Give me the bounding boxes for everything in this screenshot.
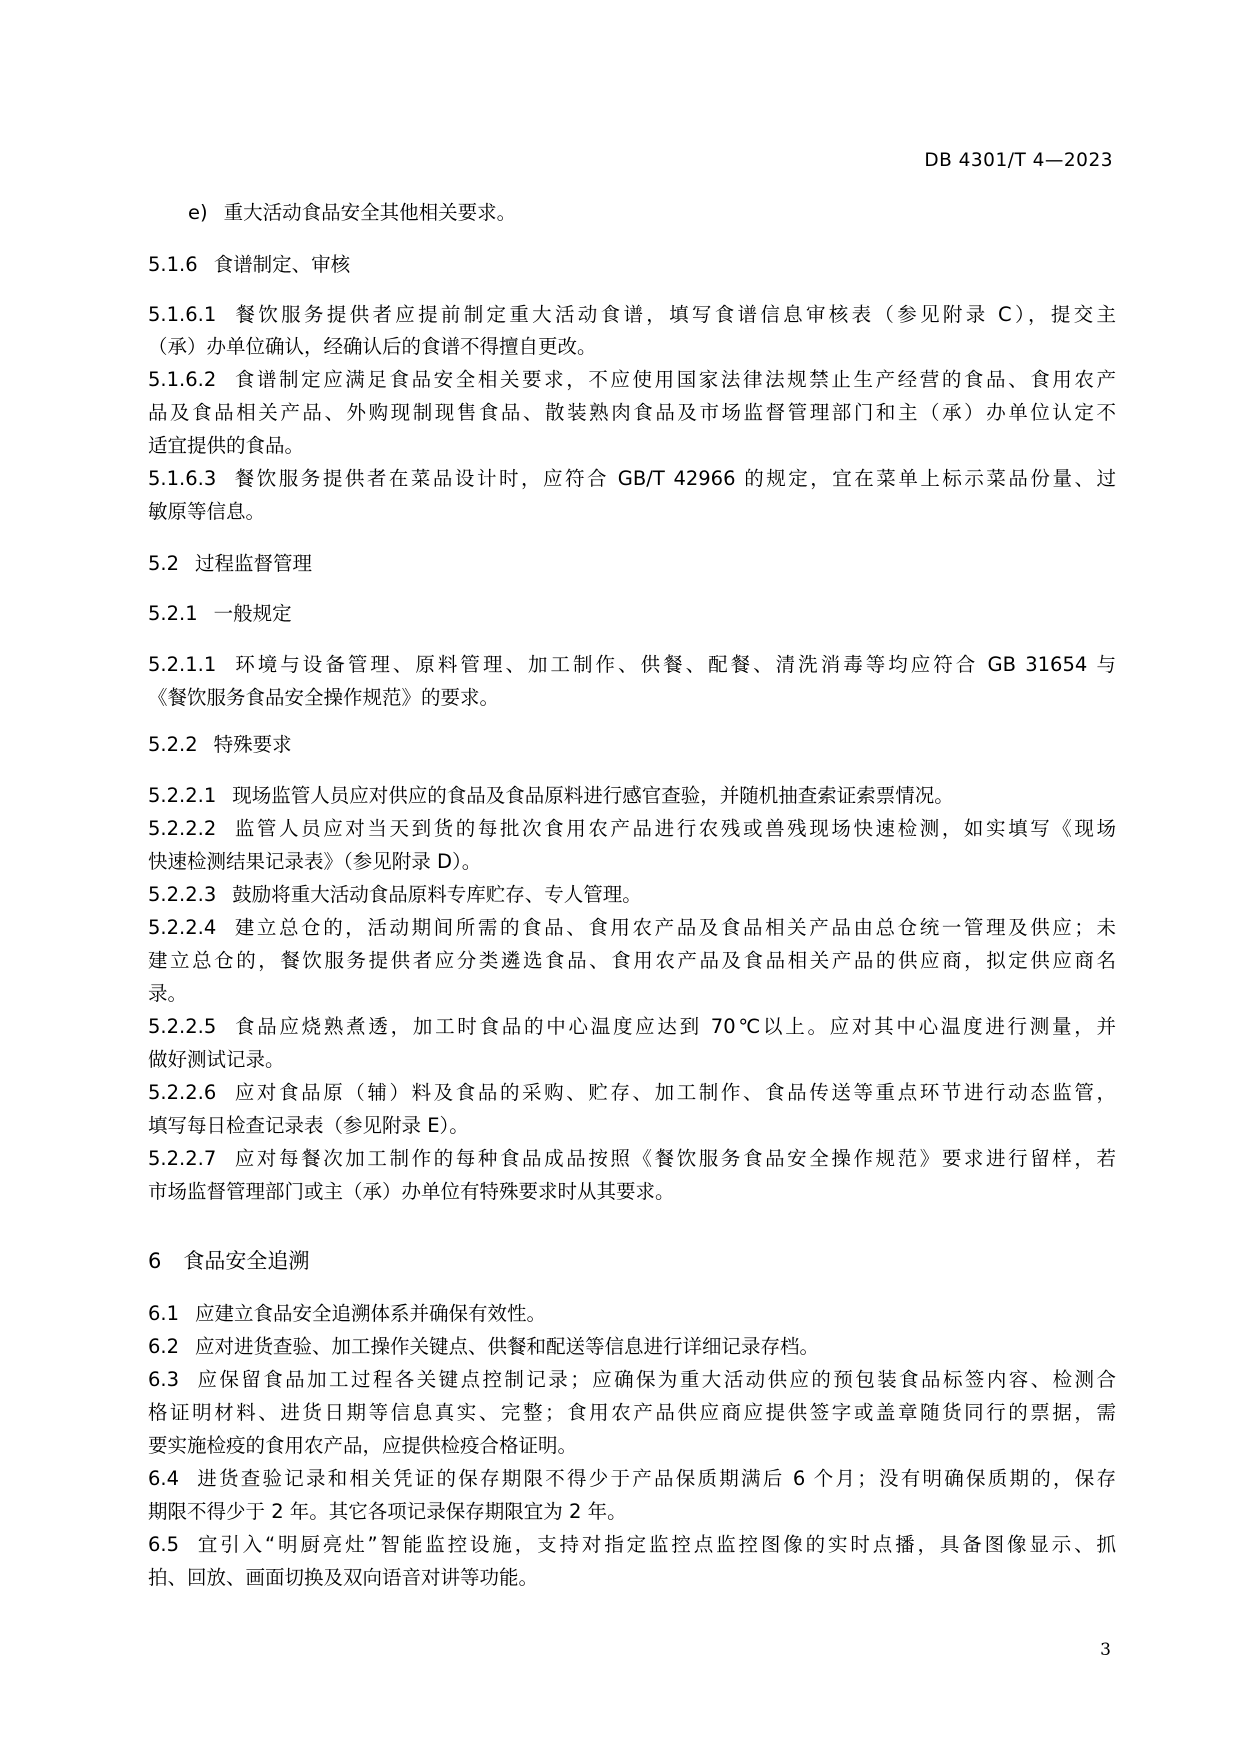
clause-number: 5.2.2.5 [148, 1015, 217, 1038]
section-heading-5-1-6 [148, 248, 350, 281]
section-number: 5.2.2 [148, 733, 198, 756]
clause-5-2-2-5-line-1 [148, 1010, 1116, 1043]
clause-number: 5.2.2.1 [148, 784, 217, 807]
clause-5-1-6-2-line-1 [148, 363, 1116, 396]
clause-number: 5.2.2.7 [148, 1147, 217, 1170]
clause-6-1-line-1 [148, 1297, 1116, 1330]
list-item-e [188, 196, 516, 229]
clause-text: 监管人员应对当天到货的每批次食用农产品进行农残或兽残现场快速检测，如实填写《现场 [232, 817, 1116, 840]
clause-text: 宜引入“明厨亮灶”智能监控设施，支持对指定监控点监控图像的实时点播，具备图像显示、抓 [195, 1533, 1116, 1556]
section-number: 5.2 [148, 552, 180, 575]
clause-text: 应保留食品加工过程各关键点控制记录；应确保为重大活动供应的预包装食品标签内容、检测合 [195, 1368, 1116, 1391]
clause-5-2-2-6-line-1 [148, 1076, 1116, 1109]
clause-5-2-1-1-line-2: 《餐饮服务食品安全操作规范》的要求。 [148, 686, 500, 709]
clause-number: 6.1 [148, 1302, 180, 1325]
clause-text: 餐饮服务提供者在菜品设计时，应符合 GB/T 42966 的规定，宜在菜单上标示菜品份量、过 [232, 467, 1116, 490]
list-label: e) [188, 201, 208, 224]
clause-number: 6.4 [148, 1467, 180, 1490]
clause-5-2-2-3-line-1 [148, 878, 1116, 911]
clause-number: 6.5 [148, 1533, 180, 1556]
clause-text: 现场监管人员应对供应的食品及食品原料进行感官查验，并随机抽查索证索票情况。 [232, 784, 954, 807]
clause-5-2-2-1-line-1 [148, 779, 1116, 812]
list-text: 重大活动食品安全其他相关要求。 [223, 201, 517, 224]
clause-5-1-6-1-line-2: （承）办单位确认，经确认后的食谱不得擅自更改。 [148, 335, 597, 358]
clause-number: 5.1.6.1 [148, 303, 217, 326]
section-heading-6 [148, 1245, 309, 1278]
clause-text: 食品应烧熟煮透，加工时食品的中心温度应达到 70℃以上。应对其中心温度进行测量，并 [232, 1015, 1116, 1038]
section-heading-5-2-2 [148, 728, 292, 761]
clause-6-2-line-1 [148, 1330, 1116, 1363]
page-number: 3 [1100, 1640, 1111, 1660]
clause-6-3-line-3: 要实施检疫的食用农产品，应提供检疫合格证明。 [148, 1434, 578, 1457]
clause-text: 食谱制定应满足食品安全相关要求，不应使用国家法律法规禁止生产经营的食品、食用农产 [232, 368, 1116, 391]
clause-5-1-6-3-line-2: 敏原等信息。 [148, 500, 266, 523]
section-number: 5.2.1 [148, 602, 198, 625]
clause-text: 建立总仓的，活动期间所需的食品、食用农产品及食品相关产品由总仓统一管理及供应；未 [232, 916, 1116, 939]
clause-text: 应对进货查验、加工操作关键点、供餐和配送等信息进行详细记录存档。 [195, 1335, 820, 1358]
clause-6-5-line-1 [148, 1528, 1116, 1561]
clause-text: 应对食品原（辅）料及食品的采购、贮存、加工制作、食品传送等重点环节进行动态监管， [232, 1081, 1116, 1104]
clause-5-2-2-7-line-1 [148, 1142, 1116, 1175]
clause-text: 进货查验记录和相关凭证的保存期限不得少于产品保质期满后 6 个月；没有明确保质期的，保存 [195, 1467, 1116, 1490]
clause-text: 鼓励将重大活动食品原料专库贮存、专人管理。 [232, 883, 642, 906]
clause-5-1-6-3-line-1 [148, 462, 1116, 495]
clause-number: 6.2 [148, 1335, 180, 1358]
clause-5-2-2-5-line-2: 做好测试记录。 [148, 1048, 285, 1071]
clause-number: 5.1.6.3 [148, 467, 217, 490]
clause-text: 应对每餐次加工制作的每种食品成品按照《餐饮服务食品安全操作规范》要求进行留样，若 [232, 1147, 1116, 1170]
clause-number: 5.2.2.6 [148, 1081, 217, 1104]
section-title: 特殊要求 [213, 733, 292, 756]
section-title: 一般规定 [213, 602, 292, 625]
clause-6-3-line-2: 格证明材料、进货日期等信息真实、完整；食用农产品供应商应提供签字或盖章随货同行的票据，需 [148, 1401, 1116, 1424]
clause-5-2-1-1-line-1 [148, 648, 1116, 681]
section-title: 食谱制定、审核 [213, 253, 351, 276]
clause-5-2-2-4-line-2: 建立总仓的，餐饮服务提供者应分类遴选食品、食用农产品及食品相关产品的供应商，拟定供应商名 [148, 949, 1116, 972]
clause-5-2-2-4-line-1 [148, 911, 1116, 944]
clause-5-2-2-2-line-1 [148, 812, 1116, 845]
section-number: 6 [148, 1249, 162, 1273]
clause-5-2-2-7-line-2: 市场监督管理部门或主（承）办单位有特殊要求时从其要求。 [148, 1180, 675, 1203]
clause-number: 5.2.2.4 [148, 916, 217, 939]
clause-text: 餐饮服务提供者应提前制定重大活动食谱，填写食谱信息审核表（参见附录 C），提交主 [232, 303, 1116, 326]
clause-5-1-6-2-line-2: 品及食品相关产品、外购现制现售食品、散装熟肉食品及市场监督管理部门和主（承）办单位认定不 [148, 401, 1116, 424]
clause-number: 5.2.2.2 [148, 817, 217, 840]
section-number: 5.1.6 [148, 253, 198, 276]
clause-5-1-6-1-line-1 [148, 298, 1116, 331]
section-heading-5-2 [148, 547, 312, 580]
clause-5-1-6-2-line-3: 适宜提供的食品。 [148, 434, 305, 457]
clause-6-4-line-1 [148, 1462, 1116, 1495]
clause-number: 5.2.2.3 [148, 883, 217, 906]
clause-5-2-2-2-line-2: 快速检测结果记录表》（参见附录 D）。 [148, 850, 482, 873]
section-title: 过程监督管理 [195, 552, 313, 575]
clause-number: 5.2.1.1 [148, 653, 217, 676]
document-code: DB 4301/T 4—2023 [924, 150, 1113, 171]
clause-6-5-line-2: 拍、回放、画面切换及双向语音对讲等功能。 [148, 1566, 539, 1589]
section-title: 食品安全追溯 [183, 1249, 310, 1273]
clause-6-3-line-1 [148, 1363, 1116, 1396]
clause-number: 6.3 [148, 1368, 180, 1391]
clause-6-4-line-2: 期限不得少于 2 年。其它各项记录保存期限宜为 2 年。 [148, 1500, 627, 1523]
clause-5-2-2-4-line-3: 录。 [148, 982, 188, 1005]
clause-text: 应建立食品安全追溯体系并确保有效性。 [195, 1302, 547, 1325]
section-heading-5-2-1 [148, 597, 292, 630]
clause-5-2-2-6-line-2: 填写每日检查记录表（参见附录 E）。 [148, 1114, 469, 1137]
clause-number: 5.1.6.2 [148, 368, 217, 391]
clause-text: 环境与设备管理、原料管理、加工制作、供餐、配餐、清洗消毒等均应符合 GB 31654 与 [232, 653, 1116, 676]
